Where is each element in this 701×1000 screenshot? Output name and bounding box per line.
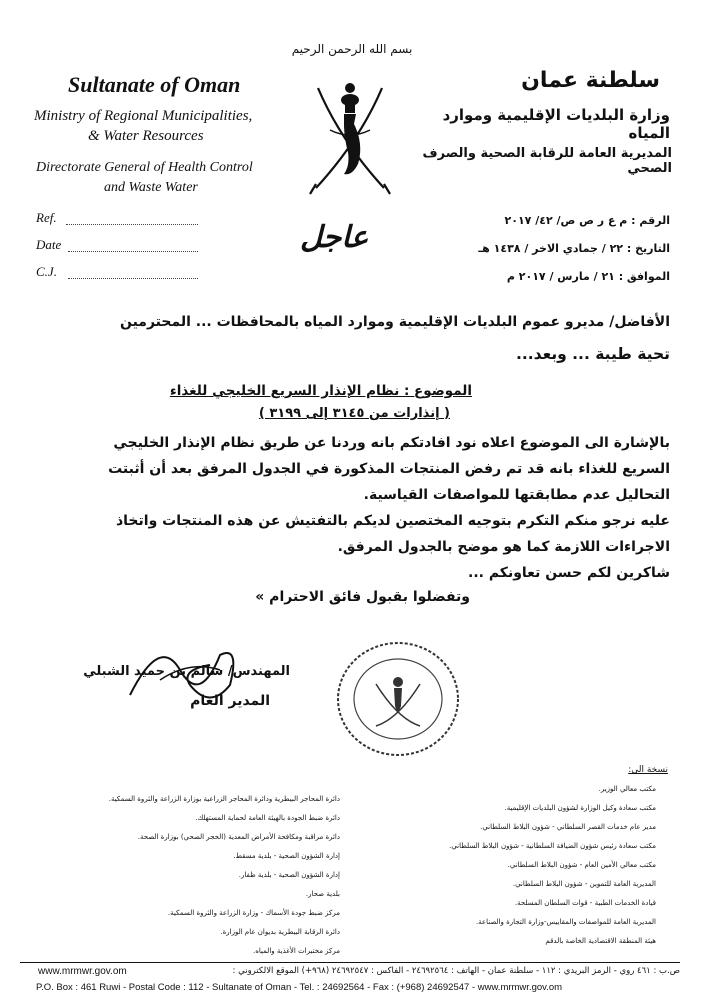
closing: وتفضلوا بقبول فائق الاحترام » bbox=[255, 589, 470, 605]
ar-country-title: سلطنة عمان bbox=[521, 68, 660, 93]
urgent-handwritten: عاجل bbox=[300, 220, 369, 255]
body-line-4: عليه نرجو منكم التكرم بتوجيه المختصين لديكم بالتفتيش عن هذه المنتجات واتخاذ bbox=[115, 513, 670, 529]
ar-ref-number: الرقم : م ع ر ص ص/ ٤٢/ ٢٠١٧ bbox=[504, 214, 670, 227]
cc-left-item: إدارة الشؤون الصحية - بلدية مسقط. bbox=[233, 852, 340, 860]
cc-left-item: مركز ضبط جودة الأسماك - وزارة الزراعة والثروة السمكية. bbox=[167, 909, 340, 917]
greeting: تحية طيبة ... وبعد... bbox=[515, 345, 670, 363]
body-line-6: شاكرين لكم حسن تعاونكم ... bbox=[468, 565, 670, 581]
cc-right-item: المديرية العامة للمواصفات والمقاييس-وزارة التجارة والصناعة. bbox=[475, 918, 656, 926]
cc-right-item: قيادة الخدمات الطبية - قوات السلطان المسلحة. bbox=[514, 899, 656, 907]
basmala: بسم الله الرحمن الرحيم bbox=[291, 42, 413, 56]
ref-label: Ref. bbox=[36, 210, 57, 225]
subject: الموضوع : نظام الإنذار السريع الخليجي للغذاء bbox=[169, 383, 472, 399]
body-line-5: الاجراءات اللازمة كما هو موضح بالجدول المرفق. bbox=[337, 539, 670, 555]
official-stamp-icon bbox=[328, 634, 468, 764]
cc-right-item: مكتب معالي الوزير. bbox=[598, 785, 656, 793]
cc-left-item: دائرة المحاجر البيطرية ودائرة المحاجر الزراعية بوزارة الزراعة والثروة السمكية. bbox=[108, 795, 340, 803]
cc-right-item: مكتب سعادة وكيل الوزارة لشؤون البلديات الإقليمية. bbox=[504, 804, 656, 812]
copies-right-list bbox=[390, 780, 670, 951]
cc-right-item: مدير عام خدمات القصر السلطاني - شؤون البلاط السلطاني. bbox=[480, 823, 656, 831]
date-field-line bbox=[68, 241, 198, 252]
oman-emblem-icon bbox=[300, 70, 400, 205]
signer-name: المهندس/ سالم بن حميد الشبلي bbox=[83, 664, 290, 679]
copies-label: نسخة الى: bbox=[628, 765, 668, 775]
subject-range: ( إنذارات من ٣١٤٥ إلى ٣١٩٩ ) bbox=[258, 406, 450, 421]
cc-field-line bbox=[68, 268, 198, 279]
ar-gregorian-date: الموافق : ٢١ / مارس / ٢٠١٧ م bbox=[506, 270, 670, 283]
cc-left-item: بلدية صحار. bbox=[305, 890, 340, 898]
body-line-3: التحاليل عدم مطابقتها للمواصفات القياسية. bbox=[363, 487, 670, 503]
footer-website: www.mrmwr.gov.om bbox=[38, 966, 127, 977]
ref-field-line bbox=[66, 214, 198, 225]
cc-label: C.J. bbox=[36, 264, 57, 279]
addressee: الأفاضل/ مديرو عموم البلديات الإقليمية وموارد المياه بالمحافظات ... المحترمين bbox=[119, 314, 670, 330]
cc-left-item: دائرة ضبط الجودة بالهيئة العامة لحماية المستهلك. bbox=[195, 814, 340, 822]
signer-title: المدير العام bbox=[190, 693, 270, 709]
body-line-1: بالإشارة الى الموضوع اعلاه نود افادتكم بانه وردنا عن طريق نظام الإنذار الخليجي bbox=[113, 435, 670, 451]
copies-left-list bbox=[60, 790, 340, 961]
footer-rule bbox=[20, 962, 680, 963]
cc-left-item: دائرة الرقابة البيطرية بديوان عام الوزارة. bbox=[220, 928, 340, 936]
ar-ministry: وزارة البلديات الإقليمية وموارد المياه bbox=[442, 106, 670, 142]
cc-right-item: المديرية العامة للتموين - شؤون البلاط السلطاني. bbox=[512, 880, 656, 888]
en-directorate-line-1: Directorate General of Health Control bbox=[36, 160, 253, 175]
cc-right-item: مكتب معالي الأمين العام - شؤون البلاط السلطاني. bbox=[507, 861, 656, 869]
cc-left-item: إدارة الشؤون الصحية - بلدية ظفار. bbox=[238, 871, 340, 879]
date-label: Date bbox=[36, 237, 62, 252]
en-ministry-line-2: & Water Resources bbox=[88, 128, 204, 144]
en-country-title: Sultanate of Oman bbox=[68, 72, 241, 97]
ar-hijri-date: التاريخ : ٢٢ / جمادي الاخر / ١٤٣٨ هـ bbox=[478, 242, 670, 255]
cc-right-item: مكتب سعادة رئيس شؤون الضيافة السلطانية - شؤون البلاط السلطاني. bbox=[449, 842, 656, 850]
ar-directorate: المديرية العامة للرقابة الصحية والصرف الصحي bbox=[422, 146, 672, 176]
cc-left-item: دائرة مراقبة ومكافحة الأمراض المعدية (الحجر الصحي) بوزارة الصحة. bbox=[137, 833, 340, 841]
cc-left-item: مركز مختبرات الأغذية والمياه. bbox=[253, 947, 340, 955]
footer-arabic-contact: ص.ب : ٤٦١ روي - الرمز البريدي : ١١٢ - سلطنة عمان - الهاتف : ٢٤٦٩٢٥٦٤ - الفاكس : ٢٤٦٩٢٥٤٧ (٩٦٨+) الموقع الالكتروني : bbox=[232, 966, 680, 976]
cc-right-item: هيئة المنطقة الاقتصادية الخاصة بالدقم bbox=[545, 937, 656, 945]
en-directorate-line-2: and Waste Water bbox=[104, 180, 198, 195]
en-ministry-line-1: Ministry of Regional Municipalities, bbox=[34, 108, 253, 124]
body-line-2: السريع للغذاء بانه قد تم رفض المنتجات المذكورة في الجدول المرفق بعد أن أثبتت bbox=[108, 461, 670, 477]
footer-english-contact: P.O. Box : 461 Ruwi - Postal Code : 112 - Sultanate of Oman - Tel. : 24692564 - Fax : (+968) 24692547 - www.mrmwr.gov.om bbox=[36, 982, 563, 993]
